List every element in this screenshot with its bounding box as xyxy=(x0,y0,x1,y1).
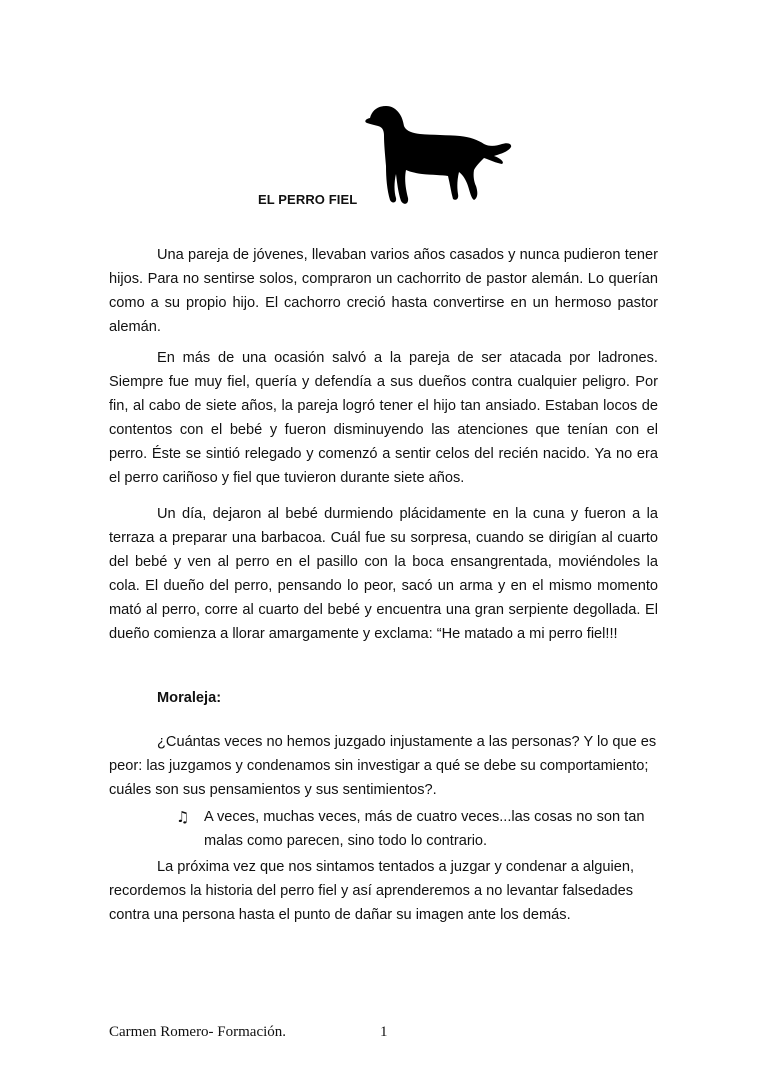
bullet-item xyxy=(176,805,646,853)
paragraph-text: Un día, dejaron al bebé durmiendo plácidamente en la cuna y fueron a la terraza a preparar una barbacoa. Cuál fue su sorpresa, cuando se dirigían al cuarto del bebé y ven al perro en el pasillo con la boca ensangrentada, moviéndoles la cola. El dueño del perro, pensando lo peor, sacó un arma y en el mismo momento mató al perro, corre al cuarto del bebé y encuentra una gran serpiente degollada. El dueño comienza a llorar amargamente y exclama: “He matado a mi perro fiel!!! xyxy=(109,506,658,642)
story-paragraph-3 xyxy=(109,502,658,646)
page-title: EL PERRO FIEL xyxy=(258,192,358,207)
closing-paragraph xyxy=(109,855,658,927)
black-dog-silhouette-icon xyxy=(362,100,514,208)
story-paragraph-2 xyxy=(109,346,658,490)
footer-author: Carmen Romero- Formación. xyxy=(109,1024,287,1040)
paragraph-text: La próxima vez que nos sintamos tentados a juzgar y condenar a alguien, recordemos la historia del perro fiel y así aprenderemos a no levantar falsedades contra una persona hasta el punto de dañar su imagen ante los demás. xyxy=(109,859,635,923)
paragraph-text: ¿Cuántas veces no hemos juzgado injustamente a las personas? Y lo que es peor: las juzgamos y condenamos sin investigar a qué se debe su comportamiento; cuáles son sus pensamientos y sus sentimientos?. xyxy=(109,734,657,798)
story-paragraph-1 xyxy=(109,243,658,339)
paragraph-text: Una pareja de jóvenes, llevaban varios años casados y nunca pudieron tener hijos. Para no sentirse solos, compraron un cachorrito de pastor alemán. Lo querían como a su propio hijo. El cachorro creció hasta convertirse en un hermoso pastor alemán. xyxy=(109,247,658,335)
paragraph-text: En más de una ocasión salvó a la pareja de ser atacada por ladrones. Siempre fue muy fiel, quería y defendía a sus dueños contra cualquier peligro. Por fin, al cabo de siete años, la pareja logró tener el hijo tan ansiado. Estaban locos de contentos con el bebé y fueron disminuyendo las atenciones que tenían con el perro. Éste se sintió relegado y comenzó a sentir celos del recién nacido. Ya no era el perro cariñoso y fiel que tuvieron durante siete años. xyxy=(109,350,658,486)
bullet-text: A veces, muchas veces, más de cuatro veces...las cosas no son tan malas como parecen, sino todo lo contrario. xyxy=(204,809,645,849)
footer-page-number: 1 xyxy=(380,1024,388,1040)
music-note-bullet-icon: ♫ xyxy=(176,808,190,826)
moral-heading: Moraleja: xyxy=(157,690,222,706)
moral-paragraph xyxy=(109,730,658,802)
